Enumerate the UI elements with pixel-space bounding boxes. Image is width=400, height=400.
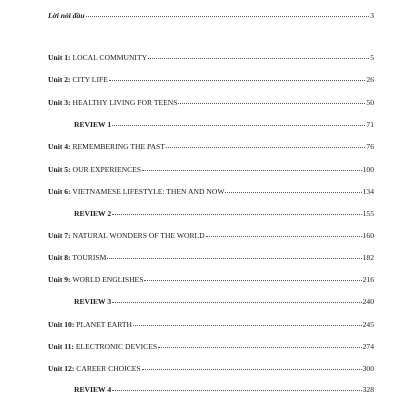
toc-entry-label — [48, 185, 224, 199]
toc-entry-label — [48, 51, 147, 65]
toc-page-number: 216 — [362, 275, 374, 284]
unit-title: VIETNAMESE LIFESTYLE: THEN AND NOW — [70, 187, 225, 196]
toc-entry-review-3[interactable] — [74, 295, 374, 309]
toc-entry-unit-5[interactable] — [48, 163, 374, 177]
toc-entry-label — [48, 229, 205, 243]
unit-number: Unit 5: — [48, 165, 71, 174]
toc-page-number: 3 — [370, 11, 374, 20]
unit-number: Unit 8: — [48, 253, 71, 262]
toc-entry-unit-12[interactable] — [48, 362, 374, 376]
toc-entry-label — [48, 273, 143, 287]
dot-leader — [148, 57, 369, 59]
toc-page-number: 300 — [362, 364, 374, 373]
toc-page-number: 328 — [362, 385, 374, 394]
toc-entry-label — [48, 140, 165, 154]
toc-entry-label: REVIEW 1 — [74, 120, 112, 129]
unit-title: CAREER CHOICES — [74, 364, 141, 373]
toc-entry-label — [48, 96, 177, 110]
toc-page-number: 160 — [362, 231, 374, 240]
unit-title: PLANET EARTH — [74, 320, 132, 329]
toc-entry-label — [48, 318, 132, 332]
unit-title: REMEMBERING THE PAST — [70, 142, 165, 151]
dot-leader — [144, 279, 361, 281]
toc-page-number: 134 — [362, 187, 374, 196]
toc-page-number: 274 — [362, 342, 374, 351]
dot-leader — [109, 79, 366, 81]
dot-leader — [133, 324, 362, 326]
toc-entry-unit-7[interactable] — [48, 229, 374, 243]
toc-entry-intro[interactable] — [48, 9, 374, 23]
toc-page-number: 100 — [362, 165, 374, 174]
dot-leader — [112, 124, 365, 126]
toc-entry-unit-2[interactable] — [48, 73, 374, 87]
unit-title: ELECTRONIC DEVICES — [73, 342, 158, 351]
toc-page-number: 245 — [362, 320, 374, 329]
toc-entry-label — [48, 362, 141, 376]
toc-page-number: 76 — [366, 142, 374, 151]
dot-leader — [142, 368, 362, 370]
toc-page-number: 26 — [366, 75, 374, 84]
toc-entry-unit-4[interactable] — [48, 140, 374, 154]
unit-number: Unit 10: — [48, 320, 75, 329]
unit-number: Unit 12: — [48, 364, 75, 373]
toc-entry-review-1[interactable] — [74, 118, 374, 132]
dot-leader — [112, 389, 361, 391]
toc-entry-label — [48, 163, 141, 177]
unit-title: LOCAL COMMUNITY — [70, 53, 148, 62]
toc-page-number: 182 — [362, 253, 374, 262]
toc-page-number: 240 — [362, 297, 374, 306]
toc-page-number: 155 — [362, 209, 374, 218]
unit-title: WORLD ENGLISHES — [70, 275, 144, 284]
toc-entry-unit-11[interactable] — [48, 340, 374, 354]
dot-leader — [166, 146, 366, 148]
toc-entry-unit-3[interactable] — [48, 96, 374, 110]
unit-title: OUR EXPERIENCES — [70, 165, 142, 174]
dot-leader — [206, 235, 362, 237]
toc-page-number: 71 — [366, 120, 374, 129]
toc-page-number: 50 — [366, 98, 374, 107]
toc-entry-unit-1[interactable] — [48, 51, 374, 65]
unit-number: Unit 9: — [48, 275, 71, 284]
dot-leader — [112, 213, 361, 215]
unit-number: Unit 2: — [48, 75, 71, 84]
dot-leader — [86, 15, 370, 17]
toc-entry-label: Lời nói đầu — [48, 11, 85, 20]
toc-entry-label — [48, 340, 157, 354]
toc-entry-review-2[interactable] — [74, 207, 374, 221]
toc-entry-label: REVIEW 3 — [74, 297, 112, 306]
dot-leader — [112, 301, 361, 303]
toc-entry-unit-6[interactable] — [48, 185, 374, 199]
unit-number: Unit 11: — [48, 342, 74, 351]
unit-title: HEALTHY LIVING FOR TEENS — [70, 98, 178, 107]
unit-title: TOURISM — [70, 253, 107, 262]
dot-leader — [158, 346, 362, 348]
toc-entry-unit-10[interactable] — [48, 318, 374, 332]
dot-leader — [178, 102, 365, 104]
unit-number: Unit 7: — [48, 231, 71, 240]
toc-entry-unit-8[interactable] — [48, 251, 374, 265]
toc-entry-label: REVIEW 4 — [74, 385, 112, 394]
toc-entry-label — [48, 73, 108, 87]
toc-entry-label: REVIEW 2 — [74, 209, 112, 218]
toc-entry-unit-9[interactable] — [48, 273, 374, 287]
toc-entry-review-4[interactable] — [74, 383, 374, 397]
unit-number: Unit 1: — [48, 53, 71, 62]
unit-number: Unit 6: — [48, 187, 71, 196]
unit-title: CITY LIFE — [70, 75, 108, 84]
unit-title: NATURAL WONDERS OF THE WORLD — [70, 231, 205, 240]
dot-leader — [225, 191, 361, 193]
dot-leader — [142, 169, 362, 171]
toc-page-number: 5 — [370, 53, 374, 62]
dot-leader — [107, 257, 361, 259]
unit-number: Unit 4: — [48, 142, 71, 151]
unit-number: Unit 3: — [48, 98, 71, 107]
toc-entry-label — [48, 251, 106, 265]
